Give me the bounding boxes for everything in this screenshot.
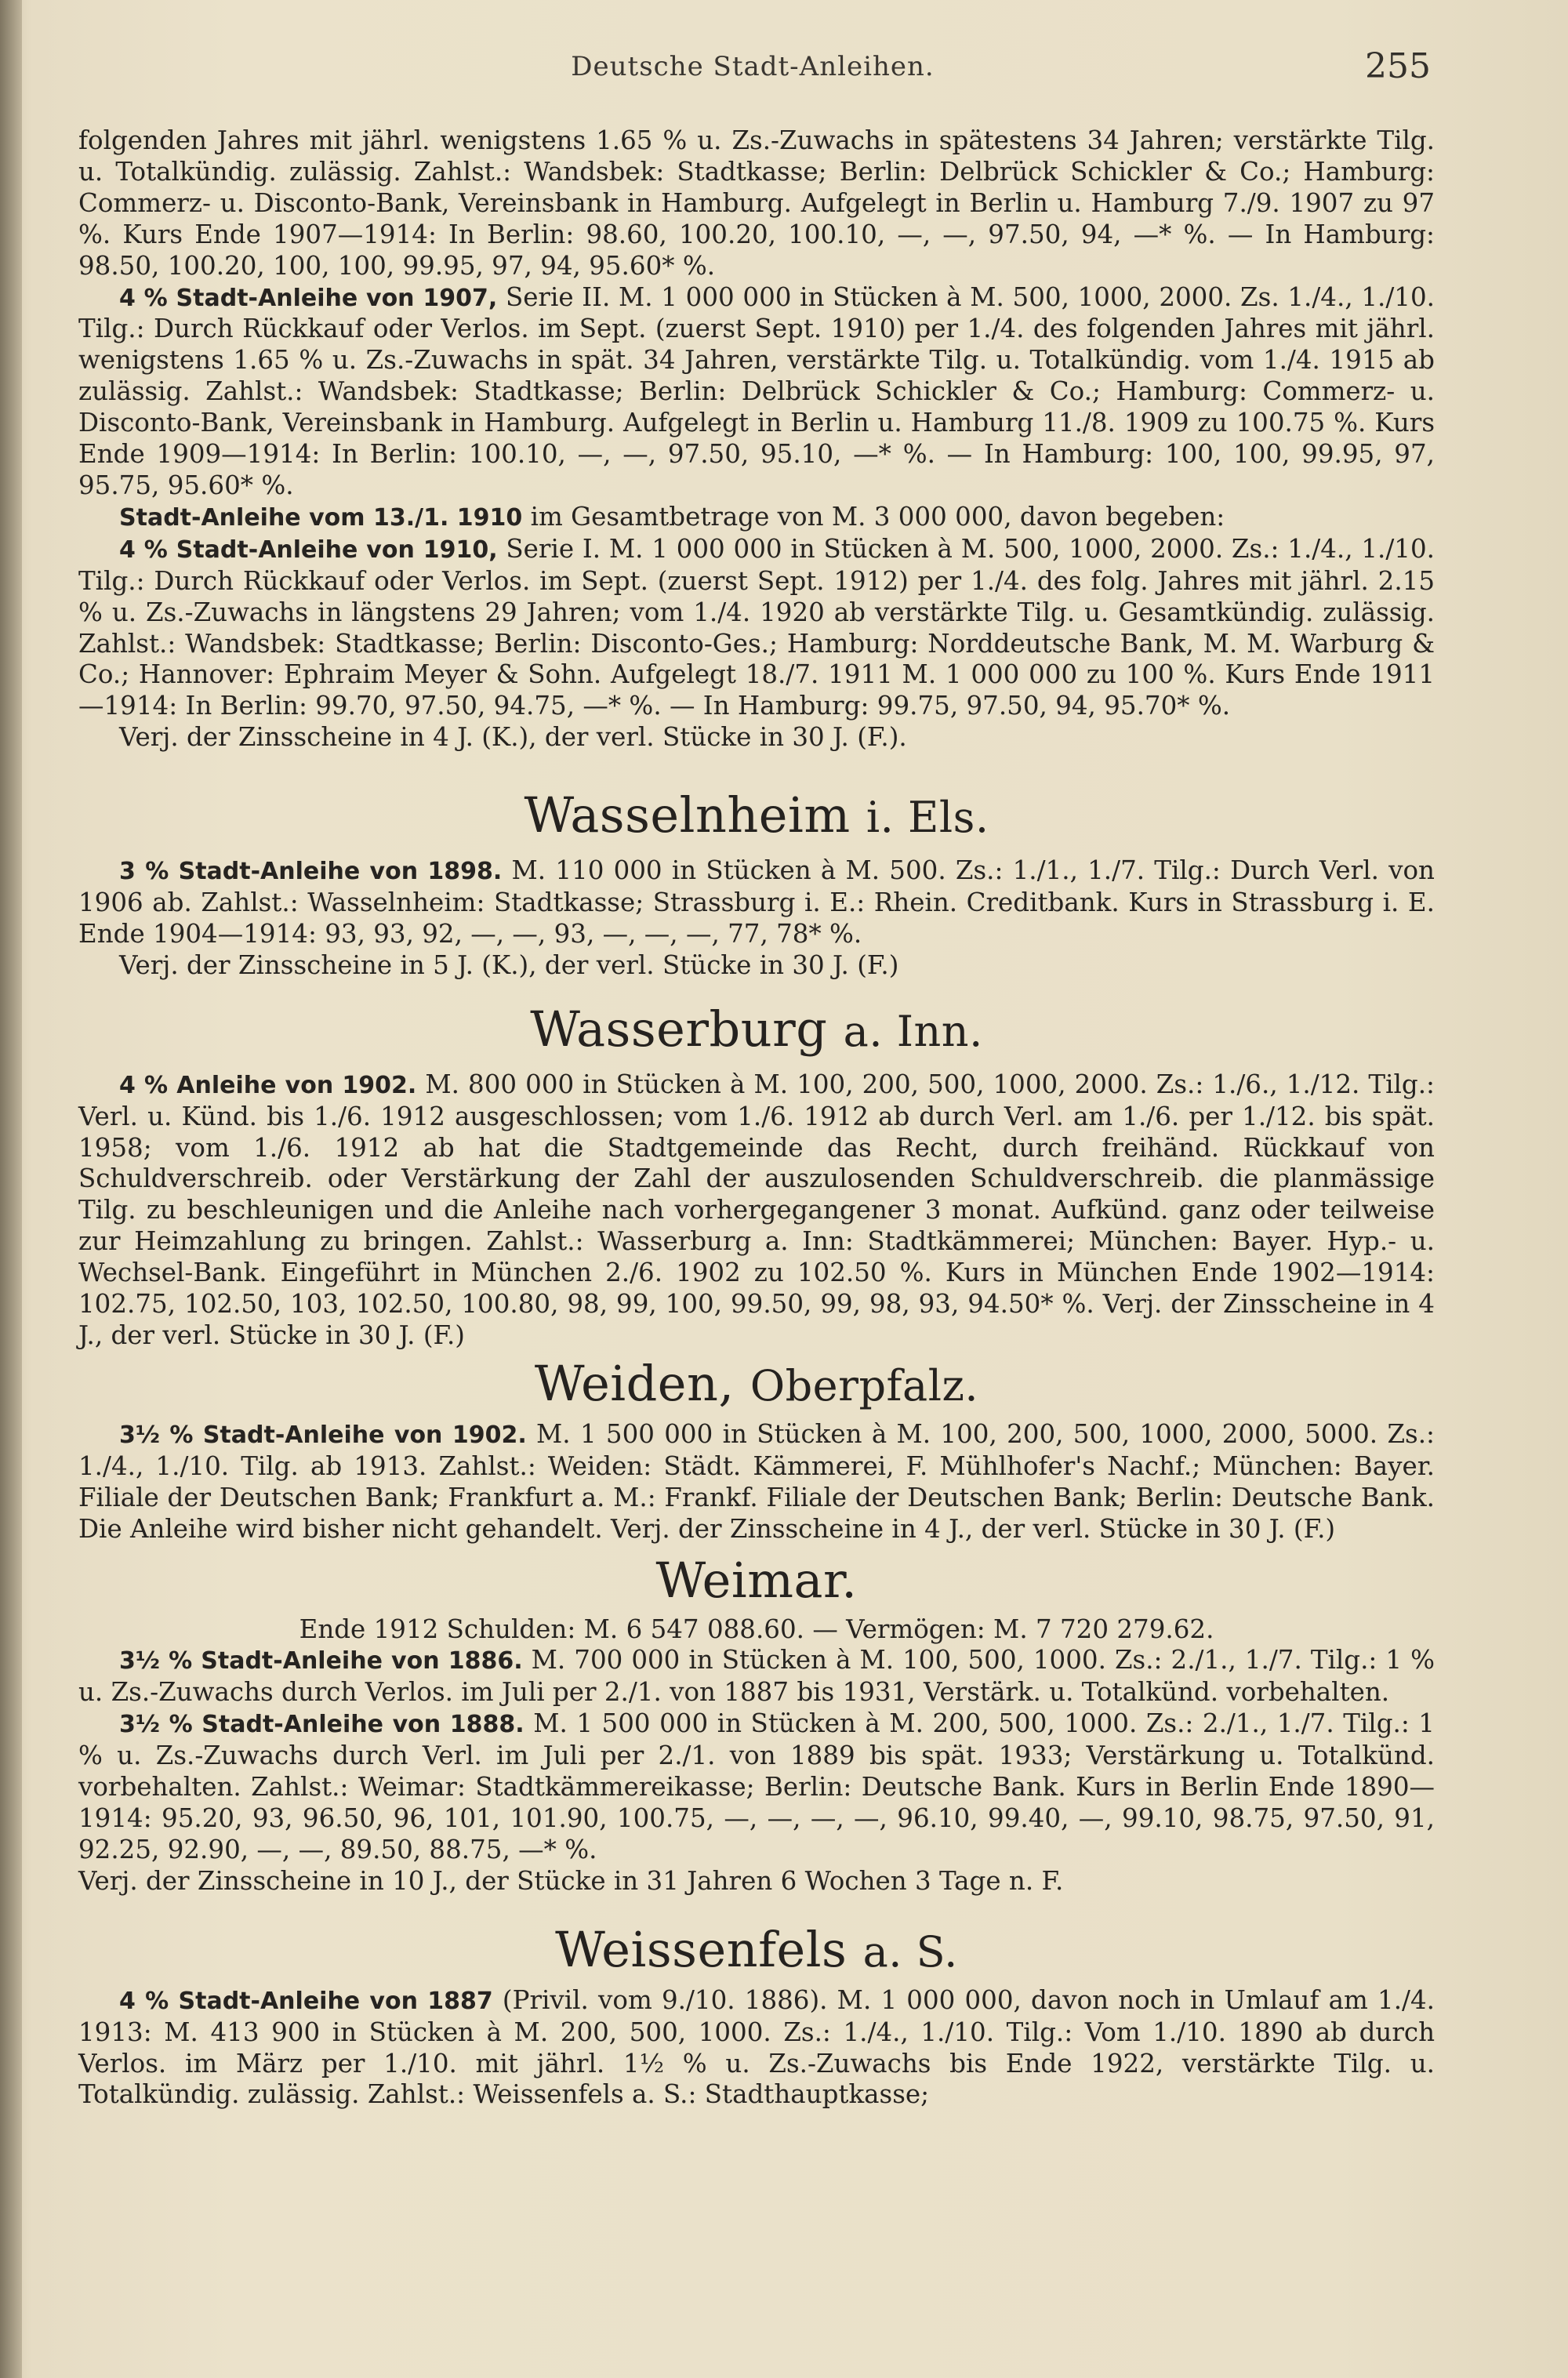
heading-main: Wasserburg: [530, 1000, 828, 1058]
section-heading-weissenfels: [78, 1920, 1435, 1978]
entry-text: Serie I. M. 1 000 000 in Stücken à M. 500, 1000, 2000. Zs.: 1./4., 1./10. Tilg.: Durch Rückkauf oder Verlos. im Sept. (zuerst Sept. 1912) per 1./4. des folg. Jahres mit jährl. 2.15 % u. Zs.-Zuwachs in längstens 29 Jahren; vom 1./4. 1920 ab verstärkte Tilg. u. Gesamtkündig. zulässig. Zahlst.: Wandsbek: Stadtkasse; Berlin: Disconto-Ges.; Hamburg: Norddeutsche Bank, M. M. Warburg & Co.; Hannover: Ephraim Meyer & Sohn. Aufgelegt 18./7. 1911 M. 1 000 000 zu 100 %. Kurs Ende 1911—1914: In Berlin: 99.70, 97.50, 94.75, —* %. — In Hamburg: 99.75, 97.50, 94, 95.70* %.: [78, 533, 1435, 721]
entry-heading: 4 % Stadt-Anleihe von 1907,: [119, 284, 498, 312]
entry-text: M. 1 500 000 in Stücken à M. 200, 500, 1000. Zs.: 2./1., 1./7. Tilg.: 1 % u. Zs.-Zuwachs durch Verl. im Juli per 2./1. von 1889 bis spät. 1933; Verstärkung u. Totalkünd. vorbehalten. Zahlst.: Weimar: Stadtkämmereikasse; Berlin: Deutsche Bank. Kurs in Berlin Ende 1890—1914: 95.20, 93, 96.50, 96, 101, 101.90, 100.75, —, —, —, —, 96.10, 99.40, —, 99.10, 98.75, 97.50, 91, 92.25, 92.90, —, —, 89.50, 88.75, —* %.: [78, 1708, 1435, 1864]
book-spine-shadow: [0, 0, 22, 2378]
heading-sub: a. Inn.: [843, 1006, 983, 1056]
entry-heading: 3½ % Stadt-Anleihe von 1902.: [119, 1421, 527, 1449]
page-number: 255: [1365, 46, 1431, 86]
entry-text: im Gesamtbetrage von M. 3 000 000, davon begeben:: [530, 501, 1225, 532]
paragraph: Verj. der Zinsscheine in 5 J. (K.), der verl. Stücke in 30 J. (F.): [119, 949, 899, 980]
heading-main: Weiden,: [534, 1354, 735, 1412]
section-heading-weimar: Weimar.: [655, 1551, 858, 1609]
section-heading-wasserburg: [78, 1000, 1435, 1058]
entry-heading: 3 % Stadt-Anleihe von 1898.: [119, 858, 503, 886]
entry-heading: 3½ % Stadt-Anleihe von 1888.: [119, 1711, 524, 1739]
section-heading-weiden: [78, 1354, 1435, 1412]
entry-text: M. 110 000 in Stücken à M. 500. Zs.: 1./1., 1./7. Tilg.: Durch Verl. von 1906 ab. Zahlst.: Wasselnheim: Stadtkasse; Strassburg i. E.: Rhein. Creditbank. Kurs in Strassburg i. E. Ende 1904—1914: 93, 93, 92, —, —, 93, —, —, —, 77, 78* %.: [78, 855, 1435, 949]
paragraph: folgenden Jahres mit jährl. wenigstens 1.65 % u. Zs.-Zuwachs in spätestens 34 Jahren; verstärkte Tilg. u. Totalkündig. zulässig. Zahlst.: Wandsbek: Stadtkasse; Berlin: Delbrück Schickler & Co.; Hamburg: Commerz- u. Disconto-Bank, Vereinsbank in Hamburg. Aufgelegt in Berlin u. Hamburg 7./9. 1907 zu 97 %. Kurs Ende 1907—1914: In Berlin: 98.60, 100.20, 100.10, —, —, 97.50, 94, —* %. — In Hamburg: 98.50, 100.20, 100, 100, 99.95, 97, 94, 95.60* %.: [78, 125, 1435, 281]
entry: [78, 1069, 1435, 1352]
page-body: [78, 125, 1435, 2111]
page-header: [74, 43, 1431, 90]
entry-text: M. 1 500 000 in Stücken à M. 100, 200, 500, 1000, 2000, 5000. Zs.: 1./4., 1./10. Tilg. ab 1913. Zahlst.: Weiden: Städt. Kämmerei, F. Mühlhofer's Nachf.; München: Bayer. Filiale der Deutschen Bank; Frankfurt a. M.: Frankf. Filiale der Deutschen Bank; Berlin: Deutsche Bank. Die Anleihe wird bisher nicht gehandelt. Verj. der Zinsscheine in 4 J., der verl. Stücke in 30 J. (F.): [78, 1418, 1435, 1544]
paragraph: Verj. der Zinsscheine in 10 J., der Stücke in 31 Jahren 6 Wochen 3 Tage n. F.: [78, 1865, 1064, 1896]
entry-text: M. 800 000 in Stücken à M. 100, 200, 500, 1000, 2000. Zs.: 1./6., 1./12. Tilg.: Verl. u. Künd. bis 1./6. 1912 ausgeschlossen; vom 1./6. 1912 ab durch Verl. am 1./6. per 1./12. bis spät. 1958; vom 1./6. 1912 ab hat die Stadtgemeinde das Recht, durch freihänd. Rückkauf von Schuldverschreib. oder Verstärkung der Zahl der auszulosenden Schuldverschreib. die planmässige Tilg. zu beschleunigen und die Anleihe nach vorhergegangener 3 monat. Aufkünd. ganz oder teilweise zur Heimzahlung zu bringen. Zahlst.: Wasserburg a. Inn: Stadtkämmerei; München: Bayer. Hyp.- u. Wechsel-Bank. Eingeführt in München 2./6. 1902 zu 102.50 %. Kurs in München Ende 1902—1914: 102.75, 102.50, 103, 102.50, 100.80, 98, 99, 100, 99.50, 99, 98, 93, 94.50* %. Verj. der Zinsscheine in 4 J., der verl. Stücke in 30 J. (F.): [78, 1069, 1435, 1350]
entry: [78, 1708, 1435, 1866]
entry: [78, 1985, 1435, 2111]
entry-heading: 3½ % Stadt-Anleihe von 1886.: [119, 1647, 523, 1675]
entry-heading: 4 % Stadt-Anleihe von 1887: [119, 1987, 493, 2015]
heading-sub: a. S.: [862, 1926, 958, 1977]
entry: [78, 502, 1435, 534]
entry-text: M. 700 000 in Stücken à M. 100, 500, 1000. Zs.: 2./1., 1./7. Tilg.: 1 % u. Zs.-Zuwachs durch Verlos. im Juli per 2./1. von 1887 bis 1931, Verstärk. u. Totalkünd. vorbehalten.: [78, 1645, 1435, 1708]
entry: [78, 1419, 1435, 1545]
entry: [78, 282, 1435, 502]
entry: [78, 1645, 1435, 1708]
entry-heading: 4 % Stadt-Anleihe von 1910,: [119, 536, 498, 564]
running-title: Deutsche Stadt-Anleihen.: [571, 51, 935, 82]
section-heading-wasselnheim: [78, 786, 1435, 844]
summary-line: Ende 1912 Schulden: M. 6 547 088.60. — Vermögen: M. 7 720 279.62.: [299, 1614, 1214, 1644]
entry-heading: 4 % Anleihe von 1902.: [119, 1071, 417, 1099]
entry-text: (Privil. vom 9./10. 1886). M. 1 000 000, davon noch in Umlauf am 1./4. 1913: M. 413 900 in Stücken à M. 200, 500, 1000. Zs.: 1./4., 1./10. Tilg.: Vom 1./10. 1890 ab durch Verlos. im März per 1./10. mit jährl. 1½ % u. Zs.-Zuwachs bis Ende 1922, verstärkte Tilg. u. Totalkündig. zulässig. Zahlst.: Weissenfels a. S.: Stadthauptkasse;: [78, 1984, 1435, 2110]
entry-text: Serie II. M. 1 000 000 in Stücken à M. 500, 1000, 2000. Zs. 1./4., 1./10. Tilg.: Durch Rückkauf oder Verlos. im Sept. (zuerst Sept. 1910) per 1./4. des folgenden Jahres mit jährl. wenigstens 1.65 % u. Zs.-Zuwachs in spät. 34 Jahren, verstärkte Tilg. u. Totalkündig. vom 1./4. 1915 ab zulässig. Zahlst.: Wandsbek: Stadtkasse; Berlin: Delbrück Schickler & Co.; Hamburg: Commerz- u. Disconto-Bank, Vereinsbank in Hamburg. Aufgelegt in Berlin u. Hamburg 11./8. 1909 zu 100.75 %. Kurs Ende 1909—1914: In Berlin: 100.10, —, —, 97.50, 95.10, —* %. — In Hamburg: 100, 100, 99.95, 97, 95.75, 95.60* %.: [78, 281, 1435, 500]
heading-main: Weissenfels: [555, 1920, 848, 1978]
entry-heading: Stadt-Anleihe vom 13./1. 1910: [119, 503, 523, 532]
paragraph: Verj. der Zinsscheine in 4 J. (K.), der verl. Stücke in 30 J. (F.).: [119, 722, 907, 753]
heading-sub: i. Els.: [866, 793, 989, 843]
entry: [78, 534, 1435, 722]
heading-sub: Oberpfalz.: [750, 1360, 979, 1410]
entry: [78, 855, 1435, 950]
heading-main: Wasselnheim: [524, 786, 851, 844]
